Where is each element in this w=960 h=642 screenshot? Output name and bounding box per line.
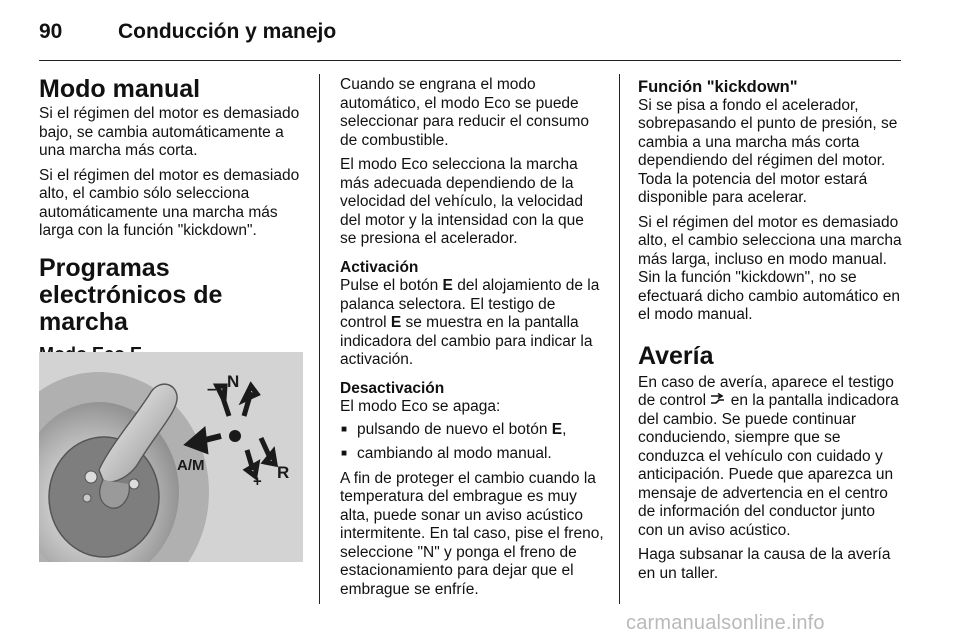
- paragraph-taller: Haga subsanar la causa de la avería en un taller.: [638, 546, 891, 582]
- paragraph-manual-2: Si el régimen del motor es demasiado alto, el cambio sólo selecciona automáticamente una marcha más larga con la función "kickdown".: [39, 166, 300, 239]
- heading-activacion: Activación: [340, 258, 419, 276]
- label-plus: +: [253, 473, 262, 490]
- paragraph-desactivacion-intro: El modo Eco se apaga:: [340, 398, 501, 415]
- gear-selector-illustration: [39, 352, 303, 562]
- paragraph-eco-1: Cuando se engrana el modo automático, el modo Eco se puede seleccionar para reducir el consumo de combustible.: [340, 76, 589, 149]
- column-divider-left: [319, 74, 320, 604]
- running-title: Conducción y manejo: [118, 20, 337, 43]
- bullet-1-button-e: E: [551, 420, 563, 438]
- gear-selector-figure: [39, 352, 303, 562]
- column-2: [340, 76, 604, 605]
- paragraph-kickdown-2: Si el régimen del motor es demasiado alto, el cambio selecciona una marcha más larga, incluso en modo manual. Sin la función "kickdown", no se efectuará dicho cambio automático en el modo manual.: [638, 213, 902, 323]
- column-3: [638, 76, 902, 589]
- desactivacion-list: [340, 421, 604, 464]
- heading-averia: Avería: [638, 341, 714, 370]
- paragraph-eco-2: El modo Eco selecciona la marcha más adecuada dependiendo de la velocidad del vehículo, la velocidad del motor y la intensidad con la que se presiona el acelerador.: [340, 156, 584, 247]
- bullet-1-comma: ,: [562, 420, 567, 438]
- watermark: carmanualsonline.info: [626, 612, 825, 634]
- averia-text-b: en la pantalla indicadora del cambio. Se puede continuar conduciendo, siempre que se conduzca el vehículo con cuidado y anticipación. Puede que aparezca un mensaje de advertencia en el centro de información del conductor junto con un aviso acústico.: [638, 392, 899, 539]
- label-n: N: [227, 372, 240, 391]
- paragraph-embrague: A fin de proteger el cambio cuando la temperatura del embrague es muy alta, puede sonar un aviso acústico intermitente. En tal caso, pise el freno, seleccione "N" y ponga el freno de estacionamiento para dejar que el embrague se enfríe.: [340, 469, 604, 598]
- list-item: ■ cambiando al modo manual.: [340, 445, 604, 464]
- activacion-indicator-e: E: [390, 314, 402, 331]
- activacion-text-c: del alojamiento de la palanca selectora. El testigo de control: [340, 277, 600, 331]
- list-item: [340, 421, 604, 440]
- gearbox-fault-icon: [710, 393, 726, 406]
- activacion-text-a: Pulse el botón: [340, 277, 443, 294]
- label-am: A/M: [177, 457, 205, 474]
- label-r: R: [277, 463, 290, 482]
- heading-programas: Programas electrónicos de marcha: [39, 253, 223, 336]
- paragraph-kickdown-1: Si se pisa a fondo el acelerador, sobrepasando el punto de presión, se cambia a una marcha más corta dependiendo del régimen del motor. Toda la potencia del motor estará disponible para acelerar.: [638, 96, 898, 206]
- activacion-text-e: se muestra en la pantalla indicadora del cambio para indicar la activación.: [340, 314, 593, 368]
- column-divider-right: [619, 74, 620, 604]
- eco-button: [85, 471, 97, 483]
- averia-text-a: En caso de avería, aparece el testigo de control: [638, 373, 894, 409]
- heading-kickdown: Función "kickdown": [638, 78, 798, 96]
- gate-center-dot: [229, 430, 241, 442]
- paragraph-manual-1: Si el régimen del motor es demasiado bajo, se cambia automáticamente a una marcha más corta.: [39, 105, 300, 159]
- heading-desactivacion: Desactivación: [340, 379, 445, 397]
- paragraph-activacion: [340, 277, 604, 370]
- column-1: [39, 72, 305, 368]
- page-number: 90: [39, 20, 63, 43]
- activacion-button-e: E: [442, 277, 453, 294]
- header-rule: [39, 60, 901, 61]
- heading-modo-manual: Modo manual: [39, 75, 201, 103]
- bullet-1-text: pulsando de nuevo el botón: [357, 420, 552, 438]
- label-minus: –: [207, 379, 217, 398]
- paragraph-averia: [638, 374, 902, 541]
